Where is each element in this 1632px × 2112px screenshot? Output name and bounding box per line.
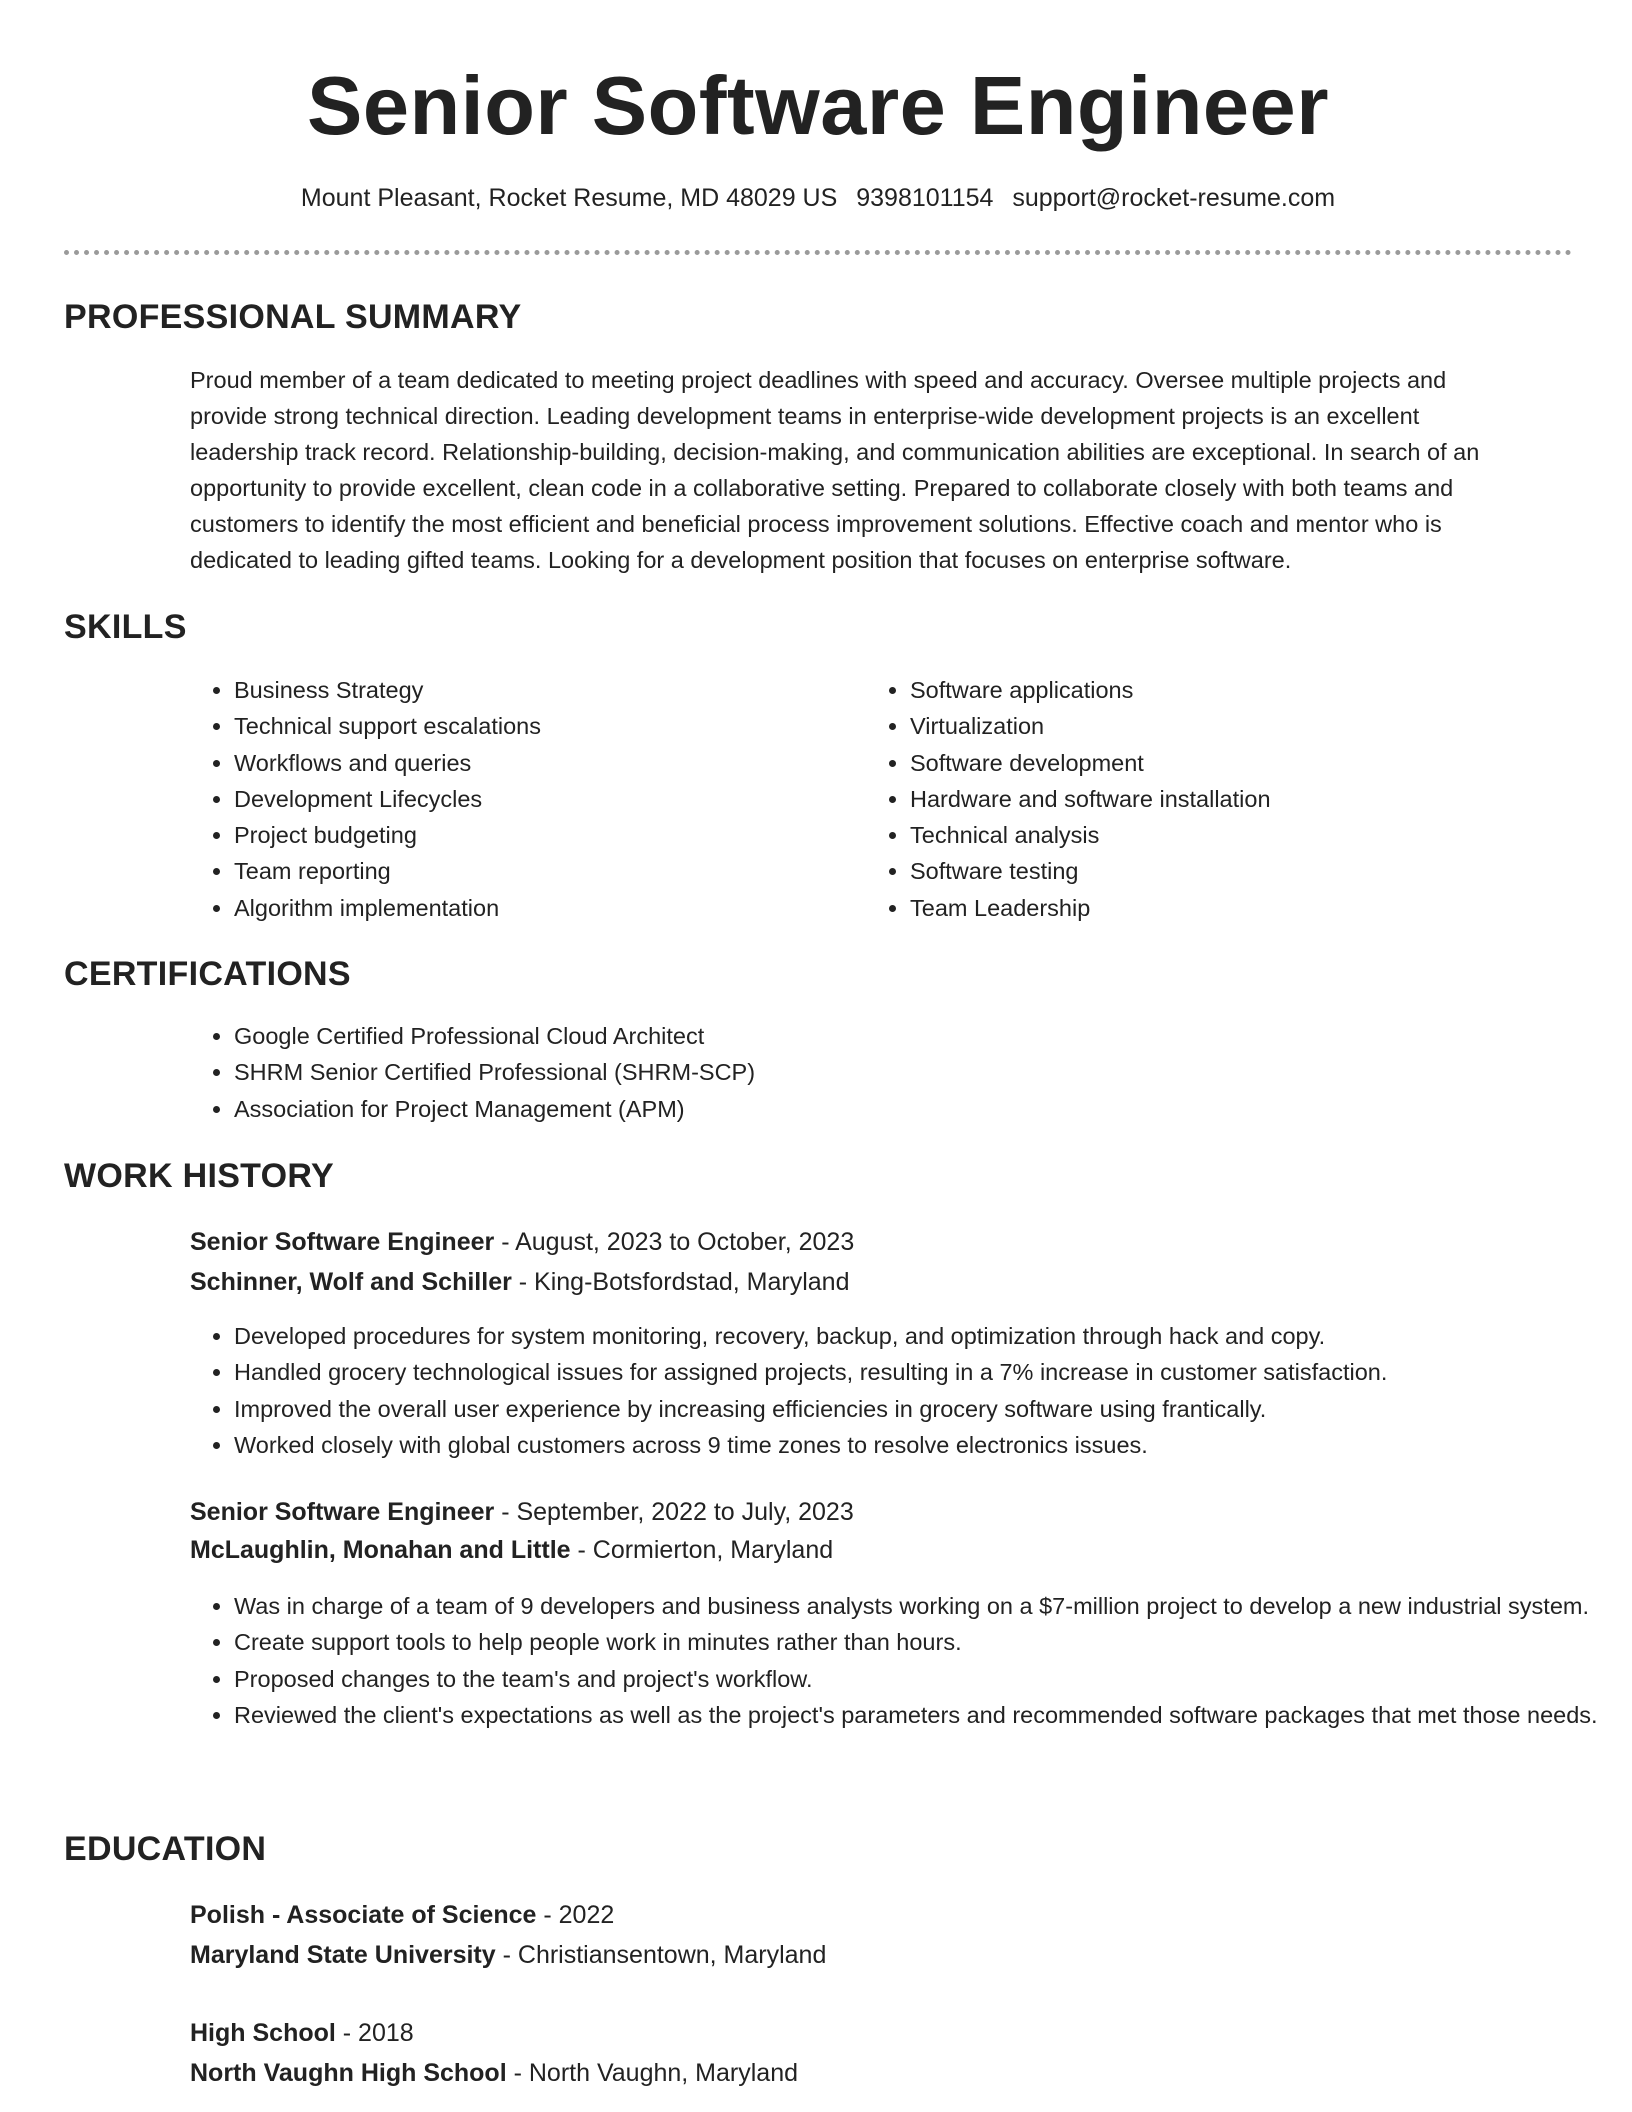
certifications-list [190,1018,1534,1127]
skills-heading: SKILLS [64,608,187,646]
education-degree-line [190,2015,414,2051]
summary-line: provide strong technical direction. Leading development teams in enterprise-wide development projects is an excellent [190,403,1420,429]
job-bullet: • Create support tools to help people work in minutes rather than hours. [234,1624,1604,1660]
job-company-line [190,1532,833,1568]
contact-address: Mount Pleasant, Rocket Resume, MD 48029 US [300,184,838,212]
skill-item: • Software applications [910,672,1590,708]
job-company: Schinner, Wolf and Schiller [190,1268,512,1296]
job-dates: - September, 2022 to July, 2023 [494,1498,854,1526]
job-company: McLaughlin, Monahan and Little [190,1536,571,1564]
skill-item: • Technical support escalations [234,708,854,744]
summary-line: Proud member of a team dedicated to meeting project deadlines with speed and accuracy. Oversee multiple projects and [190,367,1447,393]
summary-line: leadership track record. Relationship-building, decision-making, and communication abilities are exceptional. In search of an [190,439,1480,465]
header-divider [64,250,1572,255]
contact-phone: 9398101154 [856,184,994,212]
education-school: Maryland State University [190,1941,496,1969]
contact-line [64,180,1572,216]
education-school-line [190,2055,798,2091]
job-bullets [190,1588,1604,1733]
skill-item: • Team Leadership [910,890,1590,926]
education-year: - 2018 [335,2019,414,2047]
work-history-heading: WORK HISTORY [64,1157,334,1195]
education-degree: High School [190,2019,336,2047]
skill-item: • Business Strategy [234,672,854,708]
skills-list-right [866,672,1590,926]
job-bullet: • Handled grocery technological issues for assigned projects, resulting in a 7% increase in customer satisfaction. [234,1354,1614,1390]
skills-list-left [190,672,854,926]
education-school-line [190,1937,826,1973]
summary-line: customers to identify the most efficient and beneficial process improvement solutions. Effective coach and mentor who is [190,511,1442,537]
education-location: - North Vaughn, Maryland [506,2059,799,2087]
summary-text [190,362,1570,578]
education-degree-line [190,1897,614,1933]
resume-name: Senior Software Engineer [306,59,1330,152]
education-degree: Polish - Associate of Science [190,1901,537,1929]
summary-line: dedicated to leading gifted teams. Looking for a development position that focuses on enterprise software. [190,547,1292,573]
job-title-line [190,1494,854,1530]
skill-item: • Team reporting [234,853,854,889]
skill-item: • Software testing [910,853,1590,889]
summary-line: opportunity to provide excellent, clean code in a collaborative setting. Prepared to collaborate closely with both teams and [190,475,1454,501]
certifications-heading: CERTIFICATIONS [64,955,351,993]
education-year: - 2022 [536,1901,615,1929]
education-location: - Christiansentown, Maryland [495,1941,827,1969]
education-heading: EDUCATION [64,1830,267,1868]
certification-item: • SHRM Senior Certified Professional (SHRM-SCP) [234,1054,1534,1090]
education-school: North Vaughn High School [190,2059,507,2087]
job-company-line [190,1264,849,1300]
job-bullet: • Worked closely with global customers across 9 time zones to resolve electronics issues. [234,1427,1614,1463]
contact-email: support@rocket-resume.com [1012,184,1336,212]
skill-item: • Software development [910,745,1590,781]
job-location: - Cormierton, Maryland [570,1536,834,1564]
job-bullets [190,1318,1614,1463]
job-bullet: • Improved the overall user experience by increasing efficiencies in grocery software using frantically. [234,1391,1614,1427]
job-bullet: • Was in charge of a team of 9 developers and business analysts working on a $7-million project to develop a new industrial system. [234,1588,1604,1624]
job-bullet: • Proposed changes to the team's and project's workflow. [234,1661,1604,1697]
job-bullet: • Developed procedures for system monitoring, recovery, backup, and optimization through hack and copy. [234,1318,1614,1354]
skill-item: • Development Lifecycles [234,781,854,817]
skill-item: • Technical analysis [910,817,1590,853]
skill-item: • Project budgeting [234,817,854,853]
certification-item: • Google Certified Professional Cloud Architect [234,1018,1534,1054]
job-title-line [190,1224,854,1260]
job-role: Senior Software Engineer [190,1228,495,1256]
skill-item: • Workflows and queries [234,745,854,781]
skill-item: • Virtualization [910,708,1590,744]
job-role: Senior Software Engineer [190,1498,495,1526]
job-dates: - August, 2023 to October, 2023 [494,1228,855,1256]
certification-item: • Association for Project Management (APM) [234,1091,1534,1127]
job-bullet: • Reviewed the client's expectations as well as the project's parameters and recommended software packages that met those needs. [234,1697,1604,1733]
summary-heading: PROFESSIONAL SUMMARY [64,298,522,336]
skill-item: • Algorithm implementation [234,890,854,926]
job-location: - King-Botsfordstad, Maryland [511,1268,850,1296]
skill-item: • Hardware and software installation [910,781,1590,817]
